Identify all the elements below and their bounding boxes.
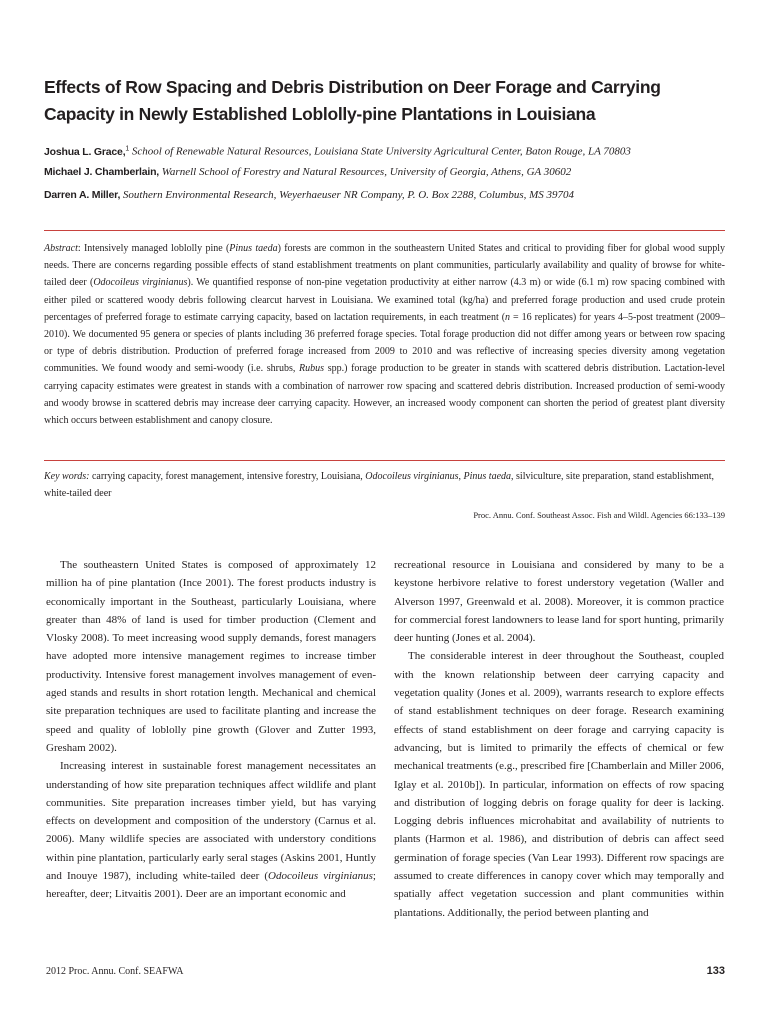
body-paragraph: Increasing interest in sustainable forest management necessitates an understanding of how site preparation techniques affect wildlife and plant communities. Site preparation increases timber yield, but has varying effects on development and composition of the understory (Carnus et al. 2006). Many wildlife species are associated with understory conditions within pine plantation, particularly early seral stages (Askins 2001, Huntly and Inouye 1987), including white-tailed deer (Odocoileus virginianus; hereafter, deer; Litvaitis 2001). Deer are an important economic and — [46, 760, 376, 901]
author-name: Darren A. Miller, — [44, 189, 121, 201]
abstract: Abstract: Intensively managed loblolly pine (Pinus taeda) forests are common in the southeastern United States and critical to providing fiber for global wood supply needs. There are concerns regarding possible effects of stand establishment treatments on plant communities, particularly availability and quality of browse for white-tailed deer (Odocoileus virginianus). We quantified response of non-pine vegetation productivity at either narrow (4.3 m) or wide (6.1 m) row spacing combined with either piled or scattered woody debris following clearcut harvest in Louisiana. We examined total (kg/ha) and preferred forage production and used crude protein percentages of preferred forage to estimate carrying capacity, based on lactation requirements, in each treatment (n = 16 replicates) for years 4–5-post treatment (2009–2010). We documented 95 genera or species of plants including 36 preferred forage species. Total forage production did not differ among years or between row spacing or type of debris distribution. Production of preferred forage increased from 2009 to 2010 and was reflective of increasing species diversity among vegetation communities. We found woody and semi-woody (i.e. shrubs, Rubus spp.) forage production to be greater in stands with scattered debris distribution. Lactation-level carrying capacity estimates were greatest in stands with a combination of narrower row spacing and scattered debris distribution. Increased production of semi-woody and woody browse in scattered debris may increase deer carrying capacity. However, an increased woody component can shorten the period of greatest plant diversity which occurs between establishment and canopy closure. — [44, 243, 726, 427]
body-paragraph: The considerable interest in deer throughout the Southeast, coupled with the known relationship between deer carrying capacity and vegetation quality (Jones et al. 2009), warrants research to explore effects of stand establishment techniques on deer forage. Research examining effects of stand establishment on deer forage and carrying capacity is advancing, but is limited to primarily the effects of chemical or few mechanical treatments (e.g., prescribed fire [Chamberlain and Miller 2006, Iglay et al. 2010b]). In particular, information on effects of row spacing and distribution of logging debris on forage quality for deer is lacking. Logging debris influences microhabitat and availability of nutrients to plants (Harmon et al. 1986), and distribution of debris can affect seed germination of forage species (Van Lear 1993). Different row spacings are assumed to create differences in canopy cover which may temporally and spatially affect vegetation succession and plant communities within plantations. Additionally, the period between planting and — [394, 650, 724, 919]
author-name: Joshua L. Grace,$^1$ — [44, 145, 130, 158]
section-divider — [44, 460, 725, 461]
body-paragraph: recreational resource in Louisiana and considered by many to be a keystone herbivore relative to forest understory vegetation (Waller and Alverson 1997, Greenwald et al. 2008). Moreover, it is common practice for commercial forest landowners to lease land for sport hunting, primarily deer hunting (Jones et al. 2004). — [394, 559, 724, 645]
footer-journal: 2012 Proc. Annu. Conf. SEAFWA — [46, 966, 184, 977]
author-entry — [44, 189, 734, 202]
author-entry — [44, 142, 734, 158]
paper-title: Effects of Row Spacing and Debris Distribution on Deer Forage and Carrying Capacity in Newly Established Loblolly-pine Plantations in Louisiana — [44, 77, 661, 124]
author-affiliation: Southern Environmental Research, Weyerhaeuser NR Company, P. O. Box 2288, Columbus, MS 39704 — [120, 189, 575, 201]
keywords: Key words: carrying capacity, forest management, intensive forestry, Louisiana, Odocoileus virginianus, Pinus taeda, silviculture, site preparation, stand establishment, white-tailed deer — [44, 471, 715, 500]
page-number: 133 — [706, 965, 725, 977]
author-affiliation: Warnell School of Forestry and Natural Resources, University of Georgia, Athens, GA 30602 — [159, 165, 572, 178]
author-affiliation: School of Renewable Natural Resources, Louisiana State University Agricultural Center, Baton Rouge, LA 70803 — [129, 145, 631, 158]
author-list — [44, 142, 734, 213]
abstract-label: Abstract — [44, 243, 78, 254]
body-column-left — [46, 556, 376, 904]
body-column-right — [394, 556, 724, 922]
section-divider — [44, 230, 725, 231]
keywords-label: Key words: — [44, 471, 90, 482]
author-name: Michael J. Chamberlain, — [44, 165, 160, 178]
journal-citation: Proc. Annu. Conf. Southeast Assoc. Fish and Wildl. Agencies 66:133–139 — [473, 510, 725, 520]
author-entry — [44, 166, 734, 179]
body-paragraph: The southeastern United States is composed of approximately 12 million ha of pine plantation (Ince 2001). The forest products industry is economically important in the Southeast, particularly Louisiana, where greater than 48% of land is used for timber production (Clement and Vlosky 2008). To meet increasing wood supply demands, forest managers have adopted more intensive management regimes to increase timber productivity. Intensive forest management involves management of even-aged stands and results in short rotation length. Mechanical and chemical site preparation techniques are used to facilitate planting and increase the speed and quality of loblolly pine growth (Glover and Zutter 1993, Gresham 2002). — [46, 559, 376, 754]
footnote-marker: 1 — [125, 145, 130, 152]
